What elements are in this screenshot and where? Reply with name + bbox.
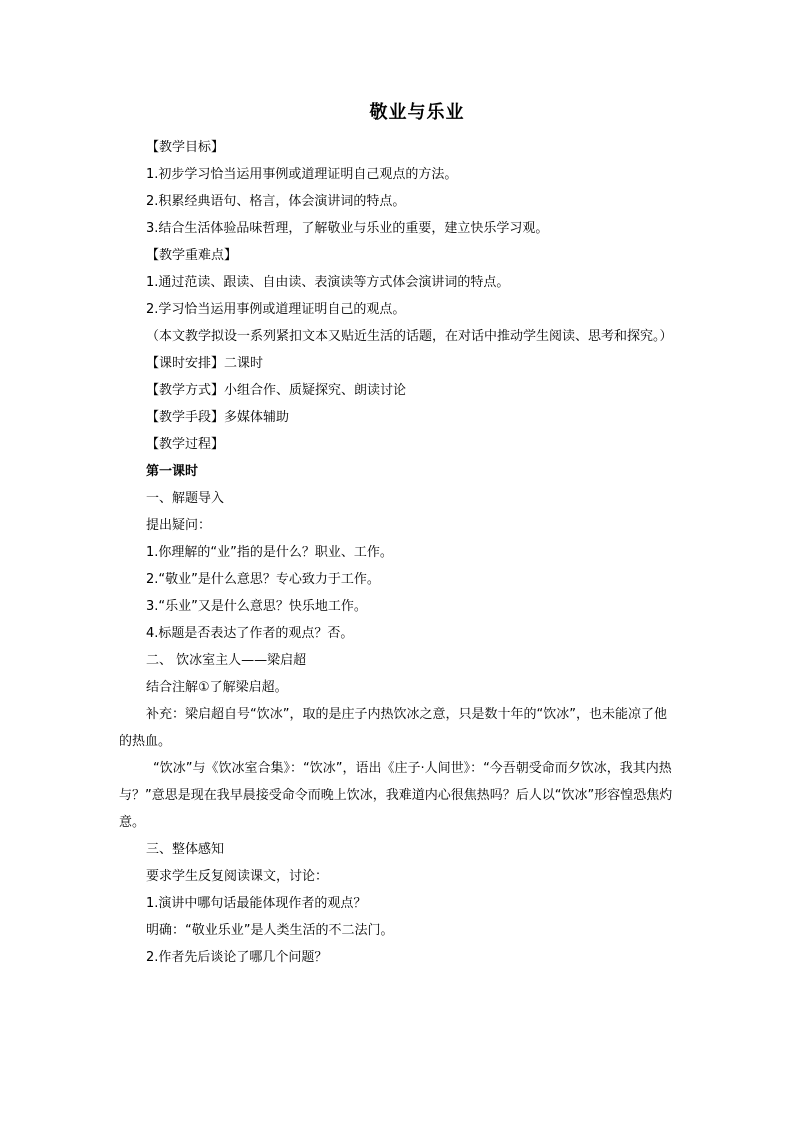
paragraph: 明确：“敬业乐业”是人类生活的不二法门。 xyxy=(146,923,394,938)
paragraph: 提出疑问： xyxy=(146,518,212,533)
section-heading: 三、整体感知 xyxy=(146,842,225,857)
paragraph: 1.通过范读、跟读、自由读、表演读等方式体会演讲词的特点。 xyxy=(146,275,510,290)
section-heading-process: 【教学过程】 xyxy=(146,437,225,452)
paragraph: 3.“乐业”又是什么意思？快乐地工作。 xyxy=(146,599,367,614)
paragraph: 2.作者先后谈论了哪几个问题？ xyxy=(146,950,328,965)
paragraph: 1.初步学习恰当运用事例或道理证明自己观点的方法。 xyxy=(146,167,458,182)
section-heading: 一、解题导入 xyxy=(146,491,225,506)
document-body xyxy=(119,134,679,971)
section-heading: 二、 饮冰室主人——梁启超 xyxy=(146,653,307,668)
section-heading-key-points: 【教学重难点】 xyxy=(146,248,238,263)
paragraph-method: 【教学方式】小组合作、质疑探究、朗读讨论 xyxy=(146,383,407,398)
paragraph: 1.演讲中哪句话最能体现作者的观点？ xyxy=(146,896,367,911)
paragraph: 2.“敬业”是什么意思？专心致力于工作。 xyxy=(146,572,380,587)
paragraph-supplement: 补充：梁启超自号“饮冰”，取的是庄子内热饮冰之意，只是数十年的“饮冰”，也未能凉了他的热血。 xyxy=(119,707,667,749)
paragraph: 1.你理解的“业”指的是什么？职业、工作。 xyxy=(146,545,393,560)
paragraph: 2.积累经典语句、格言，体会演讲词的特点。 xyxy=(146,194,406,209)
paragraph: 3.结合生活体验品味哲理，了解敬业与乐业的重要，建立快乐学习观。 xyxy=(146,221,549,236)
paragraph-means: 【教学手段】多媒体辅助 xyxy=(146,410,290,425)
paragraph: 要求学生反复阅读课文，讨论： xyxy=(146,869,329,884)
paragraph-schedule: 【课时安排】二课时 xyxy=(146,356,264,371)
lesson-heading: 第一课时 xyxy=(146,464,199,479)
paragraph: 2.学习恰当运用事例或道理证明自己的观点。 xyxy=(146,302,406,317)
paragraph-note: （本文教学拟设一系列紧扣文本又贴近生活的话题，在对话中推动学生阅读、思考和探究。） xyxy=(146,329,673,344)
paragraph-yinbing: “饮冰”与《饮冰室合集》：“饮冰”，语出《庄子·人间世》：“今吾朝受命而夕饮冰，我其内热与？”意思是现在我早晨接受命令而晚上饮冰，我难道内心很焦热吗？后人以“饮冰”形容惶恐焦灼意。 xyxy=(119,761,673,830)
paragraph: 4.标题是否表达了作者的观点？否。 xyxy=(146,626,354,641)
page-title: 敬业与乐业 xyxy=(369,102,465,123)
paragraph: 结合注解①了解梁启超。 xyxy=(146,680,288,695)
section-heading-objectives: 【教学目标】 xyxy=(146,140,225,155)
